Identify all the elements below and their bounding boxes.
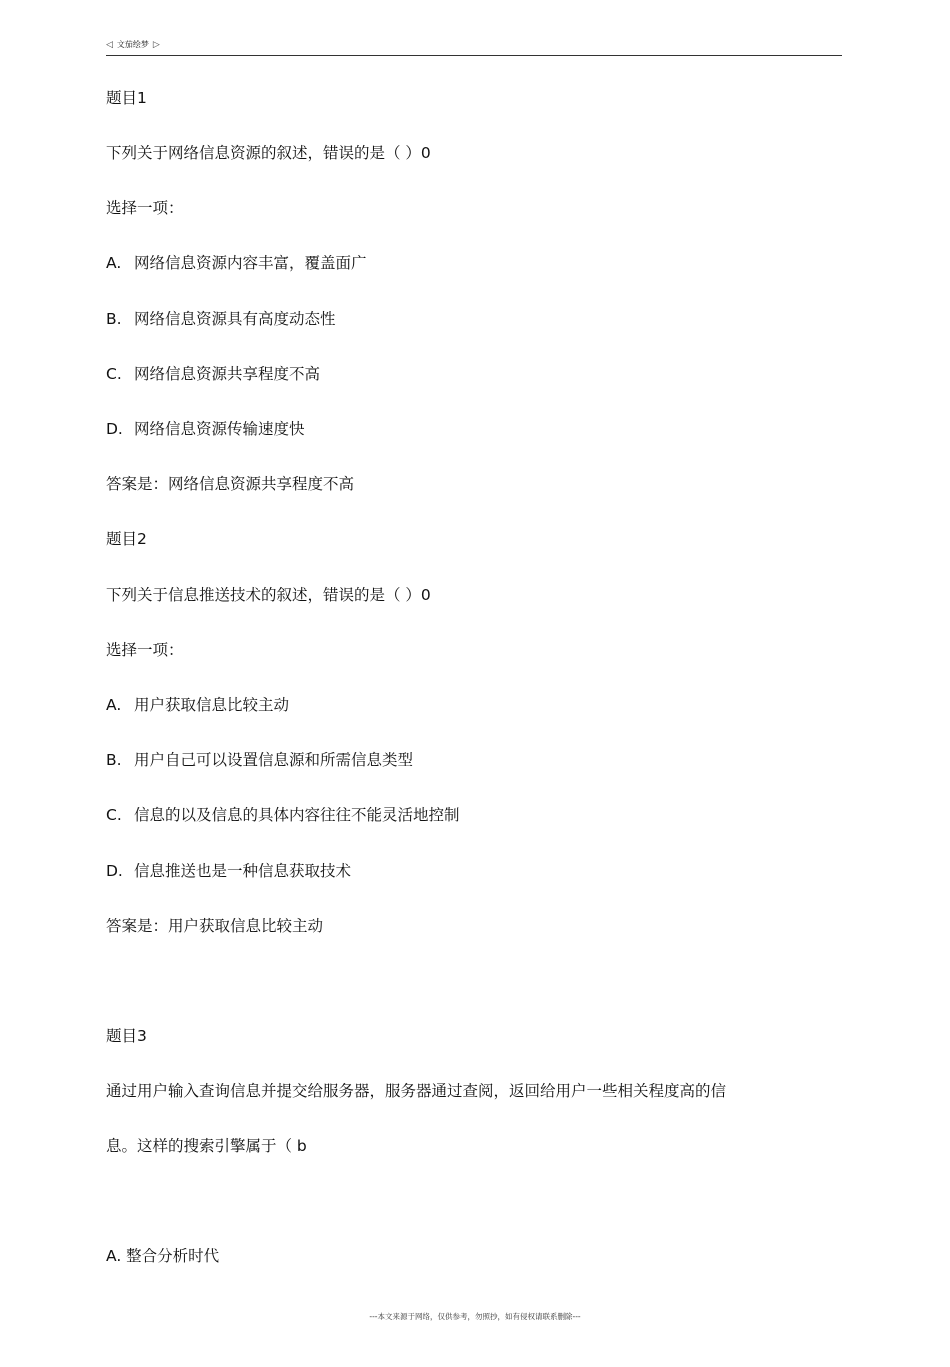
question-1-stem: 下列关于网络信息资源的叙述，错误的是（ ）0 bbox=[106, 144, 431, 162]
option-letter: C. bbox=[106, 365, 122, 383]
question-1-option-d bbox=[106, 419, 305, 439]
left-triangle-icon: ◁ bbox=[106, 40, 113, 50]
header-title: 文茄绘梦 bbox=[116, 40, 149, 49]
option-text: 网络信息资源内容丰富，覆盖面广 bbox=[134, 254, 367, 272]
option-letter: C. bbox=[106, 806, 122, 824]
question-1-title: 题目1 bbox=[106, 89, 147, 107]
question-2-option-a bbox=[106, 695, 289, 715]
option-text: 网络信息资源传输速度快 bbox=[134, 420, 305, 438]
option-text: 用户自己可以设置信息源和所需信息类型 bbox=[134, 751, 414, 769]
option-letter: A. bbox=[106, 254, 122, 272]
question-2-prompt: 选择一项： bbox=[106, 641, 184, 659]
question-1-option-b bbox=[106, 309, 336, 329]
question-2-option-b bbox=[106, 750, 413, 770]
page-footer-disclaimer: ---本文来源于网络，仅供参考，勿照抄，如有侵权请联系删除--- bbox=[369, 1312, 581, 1321]
question-3-title: 题目3 bbox=[106, 1027, 147, 1045]
option-letter: B. bbox=[106, 310, 122, 328]
question-1-option-c bbox=[106, 364, 320, 384]
question-1-answer: 答案是：网络信息资源共享程度不高 bbox=[106, 475, 355, 493]
question-2-option-d bbox=[106, 861, 351, 881]
option-text: 网络信息资源具有高度动态性 bbox=[134, 310, 336, 328]
question-3-option-a: A. 整合分析时代 bbox=[106, 1247, 220, 1265]
question-2-title: 题目2 bbox=[106, 530, 147, 548]
page-header bbox=[106, 38, 842, 56]
question-3-stem-line-1: 通过用户输入查询信息并提交给服务器，服务器通过查阅，返回给用户一些相关程度高的信 bbox=[106, 1082, 727, 1100]
question-1-prompt: 选择一项： bbox=[106, 199, 184, 217]
option-text: 信息推送也是一种信息获取技术 bbox=[134, 862, 352, 880]
right-triangle-icon: ▷ bbox=[152, 40, 160, 50]
question-1-option-a bbox=[106, 253, 367, 273]
option-letter: D. bbox=[106, 862, 123, 880]
option-text: 网络信息资源共享程度不高 bbox=[134, 365, 321, 383]
question-2-option-c bbox=[106, 805, 460, 825]
question-2-stem: 下列关于信息推送技术的叙述，错误的是（ ）0 bbox=[106, 586, 431, 604]
option-letter: D. bbox=[106, 420, 123, 438]
option-letter: A. bbox=[106, 696, 122, 714]
option-letter: B. bbox=[106, 751, 122, 769]
option-text: 信息的以及信息的具体内容往往不能灵活地控制 bbox=[134, 806, 460, 824]
question-3-stem-line-2: 息。这样的搜索引擎属于（ b bbox=[106, 1137, 307, 1155]
question-2-answer: 答案是：用户获取信息比较主动 bbox=[106, 917, 324, 935]
option-text: 用户获取信息比较主动 bbox=[134, 696, 290, 714]
